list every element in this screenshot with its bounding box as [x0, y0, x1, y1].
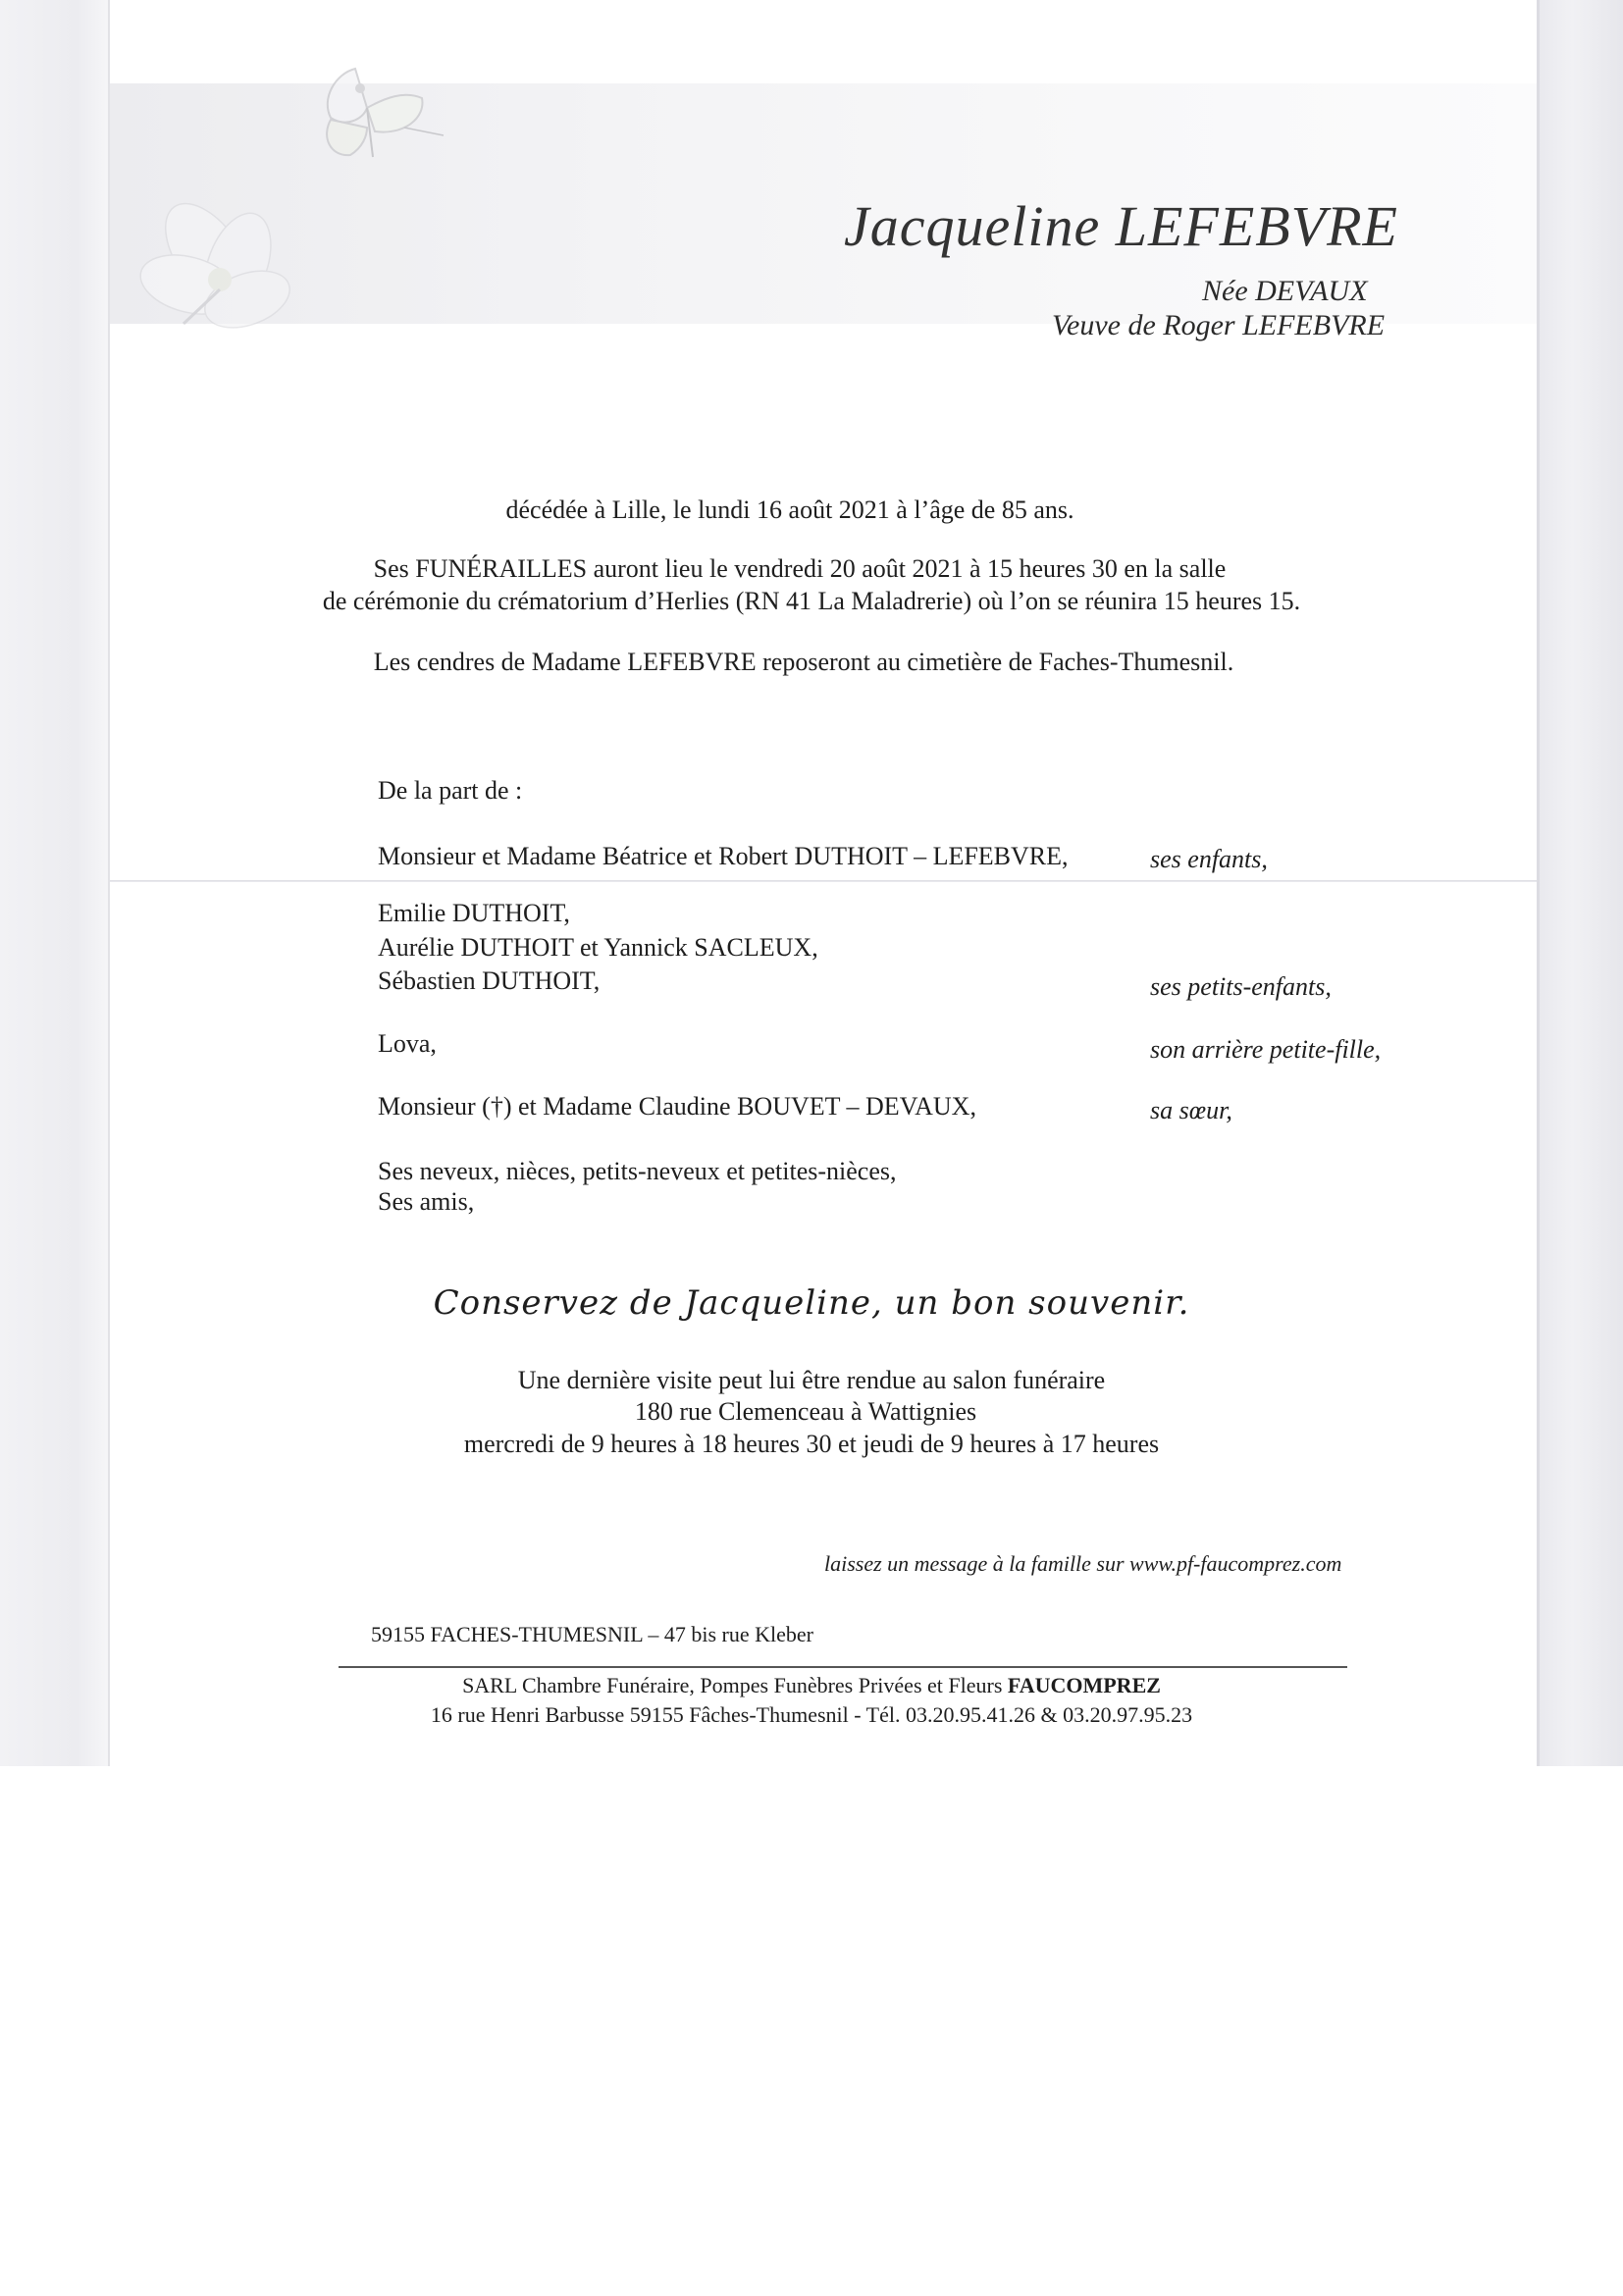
- fold-line: [110, 880, 1537, 882]
- sister-relation: sa sœur,: [1150, 1096, 1232, 1124]
- company-line: [0, 1673, 1623, 1698]
- widow-of: Veuve de Roger LEFEBVRE: [1052, 309, 1386, 341]
- deceased-name: Jacqueline LEFEBVRE: [844, 194, 1398, 258]
- great-grandchild-relation: son arrière petite-fille,: [1150, 1035, 1382, 1064]
- footer-rule: [339, 1666, 1347, 1668]
- page-edge-right: [1539, 0, 1623, 1766]
- friends-line: Ses amis,: [378, 1187, 475, 1216]
- children-names: Monsieur et Madame Béatrice et Robert DUTHOIT – LEFEBVRE,: [378, 842, 1069, 870]
- page-edge-right-line: [1537, 0, 1540, 1766]
- visit-line-1: Une dernière visite peut lui être rendue au salon funéraire: [517, 1366, 1106, 1394]
- company-contact: 16 rue Henri Barbusse 59155 Fâches-Thumesnil - Tél. 03.20.95.41.26 & 03.20.97.95.23: [430, 1702, 1193, 1727]
- grandchild-1: Emilie DUTHOIT,: [378, 899, 570, 927]
- death-announcement: décédée à Lille, le lundi 16 août 2021 à l’âge de 85 ans.: [505, 496, 1074, 524]
- butterfly-icon: [327, 69, 444, 157]
- maiden-name: Née DEVAUX: [1202, 275, 1368, 307]
- visit-line-2: 180 rue Clemenceau à Wattignies: [634, 1397, 977, 1426]
- company-name: FAUCOMPREZ: [1007, 1673, 1161, 1697]
- company-description: SARL Chambre Funéraire, Pompes Funèbres Privées et Fleurs: [462, 1673, 1003, 1697]
- ashes-line: Les cendres de Madame LEFEBVRE reposeront au cimetière de Faches-Thumesnil.: [373, 648, 1234, 676]
- children-relation: ses enfants,: [1150, 845, 1268, 873]
- family-intro: De la part de :: [378, 776, 523, 805]
- page-edge-left: [0, 0, 110, 1766]
- flower-icon: [133, 188, 297, 334]
- sister-names: Monsieur (†) et Madame Claudine BOUVET – DEVAUX,: [378, 1092, 976, 1121]
- grandchild-3: Sébastien DUTHOIT,: [378, 966, 601, 995]
- funeral-line-1: Ses FUNÉRAILLES auront lieu le vendredi 20 août 2021 à 15 heures 30 en la salle: [373, 554, 1227, 583]
- grandchildren-relation: ses petits-enfants,: [1150, 972, 1332, 1001]
- great-grandchild: Lova,: [378, 1029, 437, 1058]
- online-message-line: laissez un message à la famille sur www.pf-faucomprez.com: [824, 1551, 1342, 1576]
- grandchild-2: Aurélie DUTHOIT et Yannick SACLEUX,: [378, 933, 818, 962]
- memory-script-line: Conservez de Jacqueline, un bon souvenir.: [433, 1283, 1190, 1323]
- butterfly-flower-illustration: [110, 29, 522, 334]
- home-address: 59155 FACHES-THUMESNIL – 47 bis rue Kleber: [371, 1622, 813, 1646]
- nephews-line: Ses neveux, nièces, petits-neveux et petites-nièces,: [378, 1157, 897, 1185]
- funeral-line-2: de cérémonie du crématorium d’Herlies (RN 41 La Maladrerie) où l’on se réunira 15 heures 15.: [322, 587, 1301, 615]
- visit-line-3: mercredi de 9 heures à 18 heures 30 et jeudi de 9 heures à 17 heures: [463, 1430, 1160, 1458]
